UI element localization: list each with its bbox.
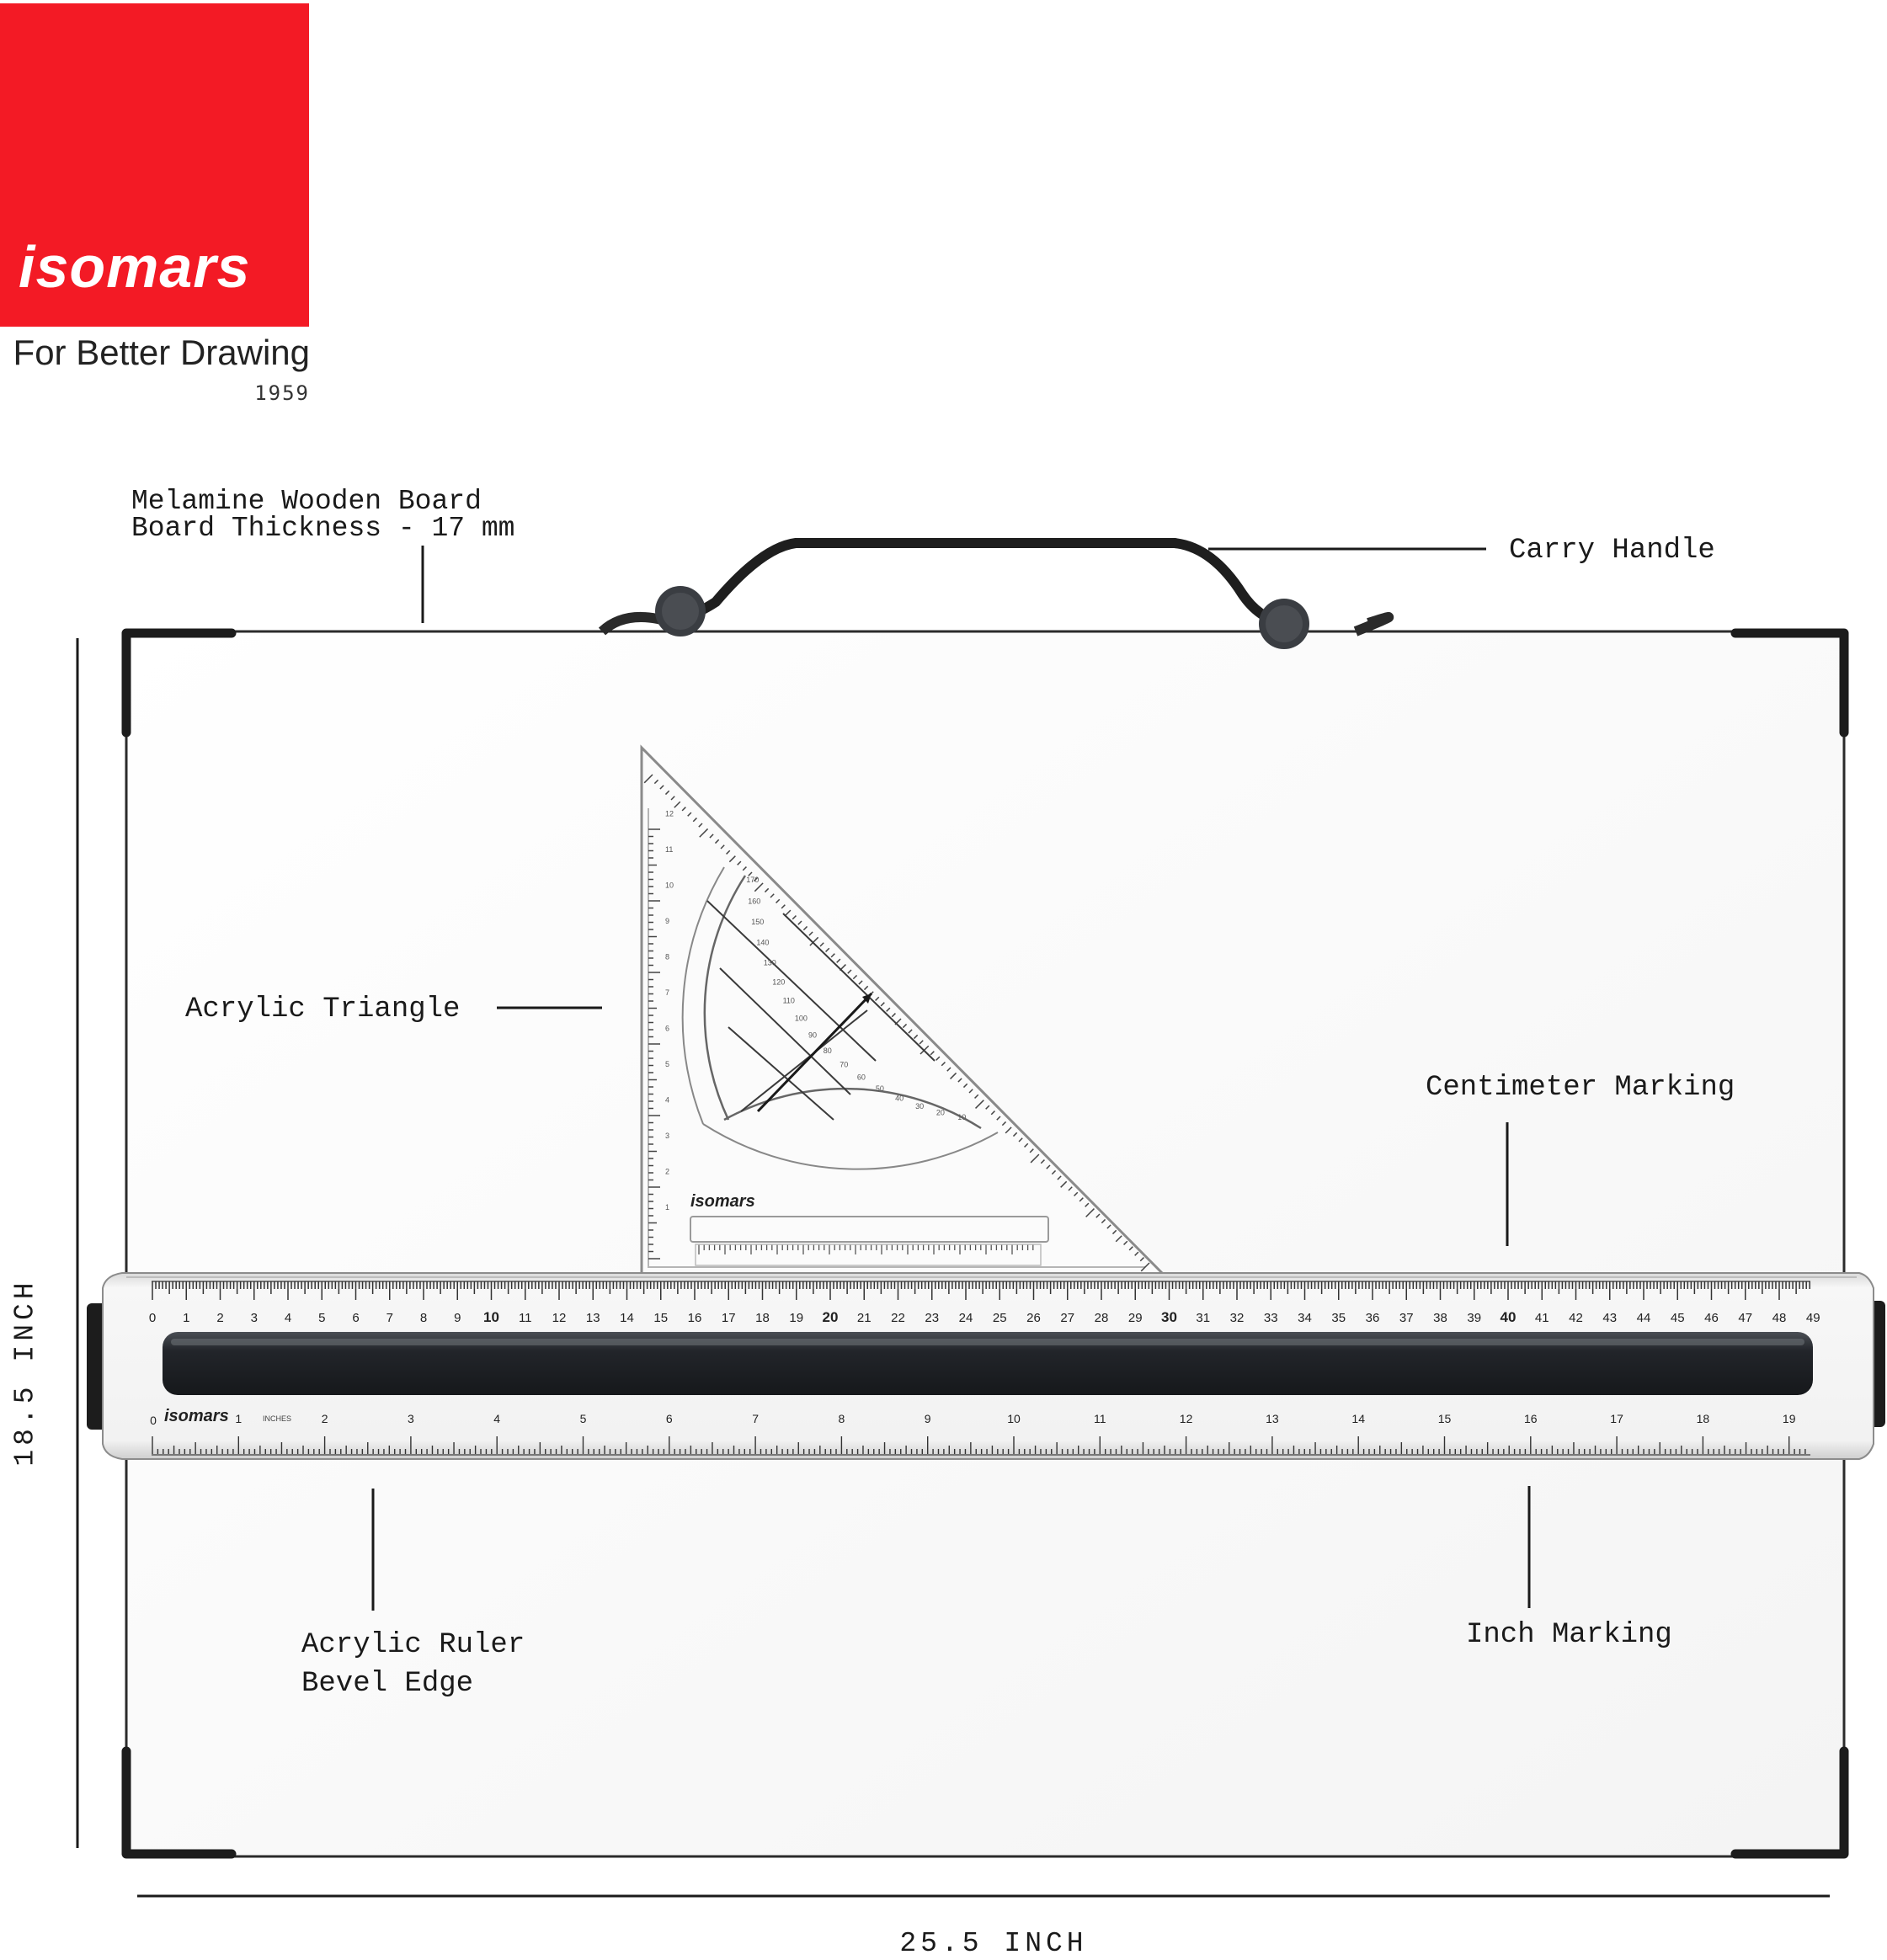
triangle-scale-label: 1	[665, 1203, 670, 1212]
triangle-protractor-label: 150	[751, 918, 765, 927]
cm-label: 45	[1670, 1311, 1685, 1325]
cm-label: 23	[925, 1311, 940, 1325]
cm-label: 3	[250, 1311, 258, 1325]
triangle-protractor-label: 30	[915, 1102, 925, 1111]
dimension-width-label: 25.5 INCH	[899, 1928, 1088, 1959]
inch-label: 7	[752, 1412, 759, 1425]
callout-ruler-title: Acrylic Ruler	[301, 1629, 525, 1661]
cm-label: 7	[386, 1311, 393, 1325]
cm-label: 11	[518, 1311, 532, 1325]
cm-label: 41	[1534, 1311, 1549, 1325]
cm-label: 31	[1196, 1311, 1211, 1325]
brand-year: 1959	[254, 381, 310, 405]
cm-label: 20	[822, 1309, 839, 1325]
inch-label: 11	[1094, 1412, 1106, 1425]
inch-label: 19	[1782, 1412, 1796, 1425]
triangle-scale-label: 3	[665, 1132, 670, 1140]
triangle-protractor-label: 80	[823, 1046, 832, 1055]
triangle-protractor-label: 100	[794, 1014, 808, 1023]
cm-label: 36	[1365, 1311, 1380, 1325]
triangle-scale-label: 5	[665, 1060, 670, 1068]
cm-label: 43	[1602, 1311, 1618, 1325]
triangle-protractor-label: 170	[746, 876, 760, 885]
cm-label: 0	[148, 1311, 157, 1325]
cm-label: 5	[318, 1311, 326, 1325]
cm-label: 8	[419, 1311, 428, 1325]
cm-label: 46	[1704, 1311, 1719, 1325]
inch-label: 5	[579, 1412, 587, 1425]
triangle-protractor-label: 10	[957, 1113, 967, 1121]
triangle-protractor-label: 60	[856, 1073, 866, 1082]
cm-label: 19	[789, 1311, 804, 1325]
triangle-scale-label: 9	[665, 917, 670, 925]
brand-tagline: For Better Drawing	[13, 333, 310, 372]
cm-label: 2	[216, 1311, 224, 1325]
acrylic-ruler	[87, 1273, 1885, 1459]
cm-label: 17	[721, 1311, 736, 1325]
triangle-scale-label: 7	[665, 988, 670, 997]
cm-label: 25	[992, 1311, 1007, 1325]
inch-label: 14	[1351, 1412, 1365, 1425]
cm-label: 13	[585, 1311, 600, 1325]
triangle-protractor-label: 20	[936, 1108, 945, 1117]
inch-label: 13	[1266, 1412, 1279, 1425]
cm-label: 14	[620, 1311, 634, 1325]
triangle-scale-label: 6	[665, 1024, 670, 1033]
cm-label: 4	[284, 1311, 292, 1325]
cm-label: 32	[1229, 1311, 1245, 1325]
triangle-protractor-label: 90	[808, 1031, 818, 1040]
callout-acrylic-triangle: Acrylic Triangle	[185, 993, 461, 1025]
cm-label: 34	[1298, 1311, 1312, 1325]
triangle-protractor-label: 70	[840, 1060, 849, 1069]
triangle-scale-label: 10	[665, 881, 674, 890]
cm-label: 24	[958, 1311, 973, 1325]
cm-label: 16	[687, 1311, 702, 1325]
cm-label: 27	[1060, 1311, 1075, 1325]
inch-label: 1	[235, 1412, 243, 1425]
triangle-scale-label: 12	[665, 809, 674, 818]
triangle-scale-label: 4	[665, 1095, 670, 1105]
cm-label: 49	[1805, 1311, 1820, 1325]
callout-centimeter-marking: Centimeter Marking	[1426, 1072, 1735, 1104]
cm-label: 40	[1500, 1309, 1517, 1325]
inch-label: 17	[1610, 1412, 1623, 1425]
triangle-protractor-label: 50	[875, 1084, 884, 1094]
inch-label: 18	[1696, 1412, 1710, 1425]
inch-label: 16	[1524, 1412, 1538, 1425]
triangle-scale-label: 2	[665, 1167, 670, 1176]
dimension-height-label: 18.5 INCH	[9, 1278, 41, 1467]
cm-label: 12	[552, 1311, 567, 1325]
inch-label: 2	[321, 1412, 328, 1425]
cm-label: 48	[1772, 1311, 1787, 1325]
inch-label: 15	[1437, 1412, 1452, 1425]
cm-label: 29	[1127, 1311, 1143, 1325]
ruler-inch-unit: INCHES	[263, 1414, 292, 1423]
cm-label: 18	[755, 1311, 770, 1325]
cm-label: 28	[1094, 1311, 1109, 1325]
triangle-protractor-label: 160	[748, 897, 761, 906]
inch-label: 6	[665, 1412, 673, 1425]
inch-label: 8	[838, 1412, 845, 1425]
triangle-scale-label: 8	[665, 952, 670, 961]
callout-ruler-edge: Bevel Edge	[301, 1668, 474, 1700]
inch-label: 0	[150, 1414, 157, 1427]
triangle-protractor-label: 120	[772, 977, 786, 987]
inch-label: 10	[1007, 1412, 1021, 1425]
triangle-scale-label: 11	[665, 845, 674, 854]
cm-label: 38	[1433, 1311, 1447, 1325]
cm-label: 21	[856, 1311, 872, 1325]
cm-label: 26	[1026, 1311, 1041, 1325]
cm-label: 1	[183, 1311, 190, 1325]
cm-label: 9	[454, 1311, 461, 1325]
cm-label: 30	[1161, 1309, 1177, 1325]
triangle-brand-text: isomars	[690, 1192, 755, 1211]
callout-inch-marking: Inch Marking	[1466, 1619, 1672, 1651]
ruler-brand-text: isomars	[164, 1407, 229, 1425]
callout-board-title: Melamine Wooden Board	[131, 486, 482, 517]
cm-label: 10	[483, 1309, 499, 1325]
inch-label: 3	[408, 1412, 414, 1425]
triangle-protractor-label: 110	[782, 996, 795, 1005]
cm-label: 33	[1263, 1311, 1278, 1325]
cm-label: 22	[891, 1311, 905, 1325]
inch-label: 9	[924, 1412, 931, 1425]
cm-label: 15	[653, 1311, 669, 1325]
callout-board-thickness: Board Thickness - 17 mm	[131, 513, 515, 544]
triangle-protractor-label: 130	[763, 958, 776, 967]
cm-label: 39	[1467, 1311, 1482, 1325]
inch-label: 4	[493, 1412, 501, 1425]
brand-logo-text: isomars	[19, 234, 251, 300]
cm-label: 37	[1399, 1311, 1414, 1325]
cm-label: 42	[1569, 1311, 1583, 1325]
triangle-protractor-label: 40	[895, 1094, 904, 1103]
inch-label: 12	[1179, 1412, 1193, 1425]
cm-label: 47	[1738, 1311, 1753, 1325]
cm-label: 6	[352, 1311, 360, 1325]
cm-label: 35	[1331, 1311, 1346, 1325]
cm-label: 44	[1636, 1311, 1651, 1325]
triangle-protractor-label: 140	[756, 938, 770, 947]
callout-carry-handle: Carry Handle	[1509, 535, 1715, 567]
